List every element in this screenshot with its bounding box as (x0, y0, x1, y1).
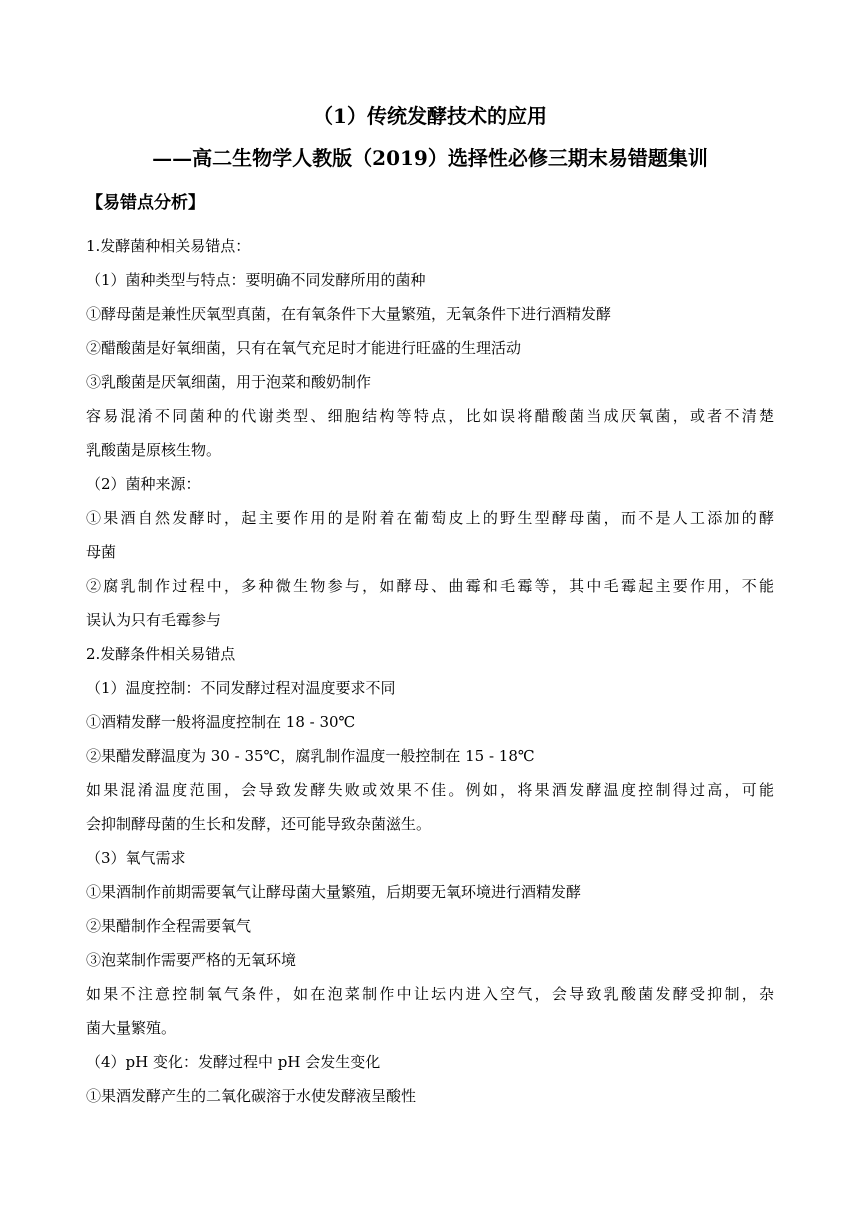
text-line: 菌大量繁殖。 (86, 1019, 177, 1037)
text-line: （3）氧气需求 (86, 849, 186, 867)
text-line: 1.发酵菌种相关易错点： (86, 237, 251, 255)
text-line: 会抑制酵母菌的生长和发酵，还可能导致杂菌滋生。 (86, 815, 432, 833)
text-line: 2.发酵条件相关易错点 (86, 645, 236, 663)
text-line: ①果酒自然发酵时，起主要作用的是附着在葡萄皮上的野生型酵母菌，而不是人工添加的酵 (86, 509, 774, 527)
text-line: ①果酒发酵产生的二氧化碳溶于水使发酵液呈酸性 (86, 1087, 417, 1105)
text-line: 误认为只有毛霉参与 (86, 611, 222, 629)
text-line: （4）pH 变化：发酵过程中 pH 会发生变化 (86, 1053, 381, 1071)
document-subtitle: ——高二生物学人教版（2019）选择性必修三期末易错题集训 (152, 146, 708, 170)
text-line: 如果不注意控制氧气条件，如在泡菜制作中让坛内进入空气，会导致乳酸菌发酵受抑制，杂 (86, 985, 774, 1003)
text-line: （2）菌种来源： (86, 475, 201, 493)
text-line: ②果醋制作全程需要氧气 (86, 917, 252, 935)
section-heading: 【易错点分析】 (86, 193, 205, 213)
text-line: ③泡菜制作需要严格的无氧环境 (86, 951, 297, 969)
document-title: （1）传统发酵技术的应用 (313, 104, 547, 128)
text-line: ①果酒制作前期需要氧气让酵母菌大量繁殖，后期要无氧环境进行酒精发酵 (86, 883, 582, 901)
text-line: ①酵母菌是兼性厌氧型真菌，在有氧条件下大量繁殖，无氧条件下进行酒精发酵 (86, 305, 612, 323)
text-line: 母菌 (86, 543, 117, 561)
text-line: ①酒精发酵一般将温度控制在 18 - 30℃ (86, 713, 356, 731)
text-line: 容易混淆不同菌种的代谢类型、细胞结构等特点，比如误将醋酸菌当成厌氧菌，或者不清楚 (86, 407, 774, 425)
text-line: ②果醋发酵温度为 30 - 35℃，腐乳制作温度一般控制在 15 - 18℃ (86, 747, 535, 765)
text-line: ③乳酸菌是厌氧细菌，用于泡菜和酸奶制作 (86, 373, 372, 391)
text-line: ②醋酸菌是好氧细菌，只有在氧气充足时才能进行旺盛的生理活动 (86, 339, 522, 357)
text-line: （1）菌种类型与特点：要明确不同发酵所用的菌种 (86, 271, 426, 289)
text-line: 如果混淆温度范围，会导致发酵失败或效果不佳。例如，将果酒发酵温度控制得过高，可能 (86, 781, 774, 799)
text-line: （1）温度控制：不同发酵过程对温度要求不同 (86, 679, 396, 697)
text-line: ②腐乳制作过程中，多种微生物参与，如酵母、曲霉和毛霉等，其中毛霉起主要作用，不能 (86, 577, 774, 595)
text-line: 乳酸菌是原核生物。 (86, 441, 222, 459)
body-text (86, 229, 774, 1113)
